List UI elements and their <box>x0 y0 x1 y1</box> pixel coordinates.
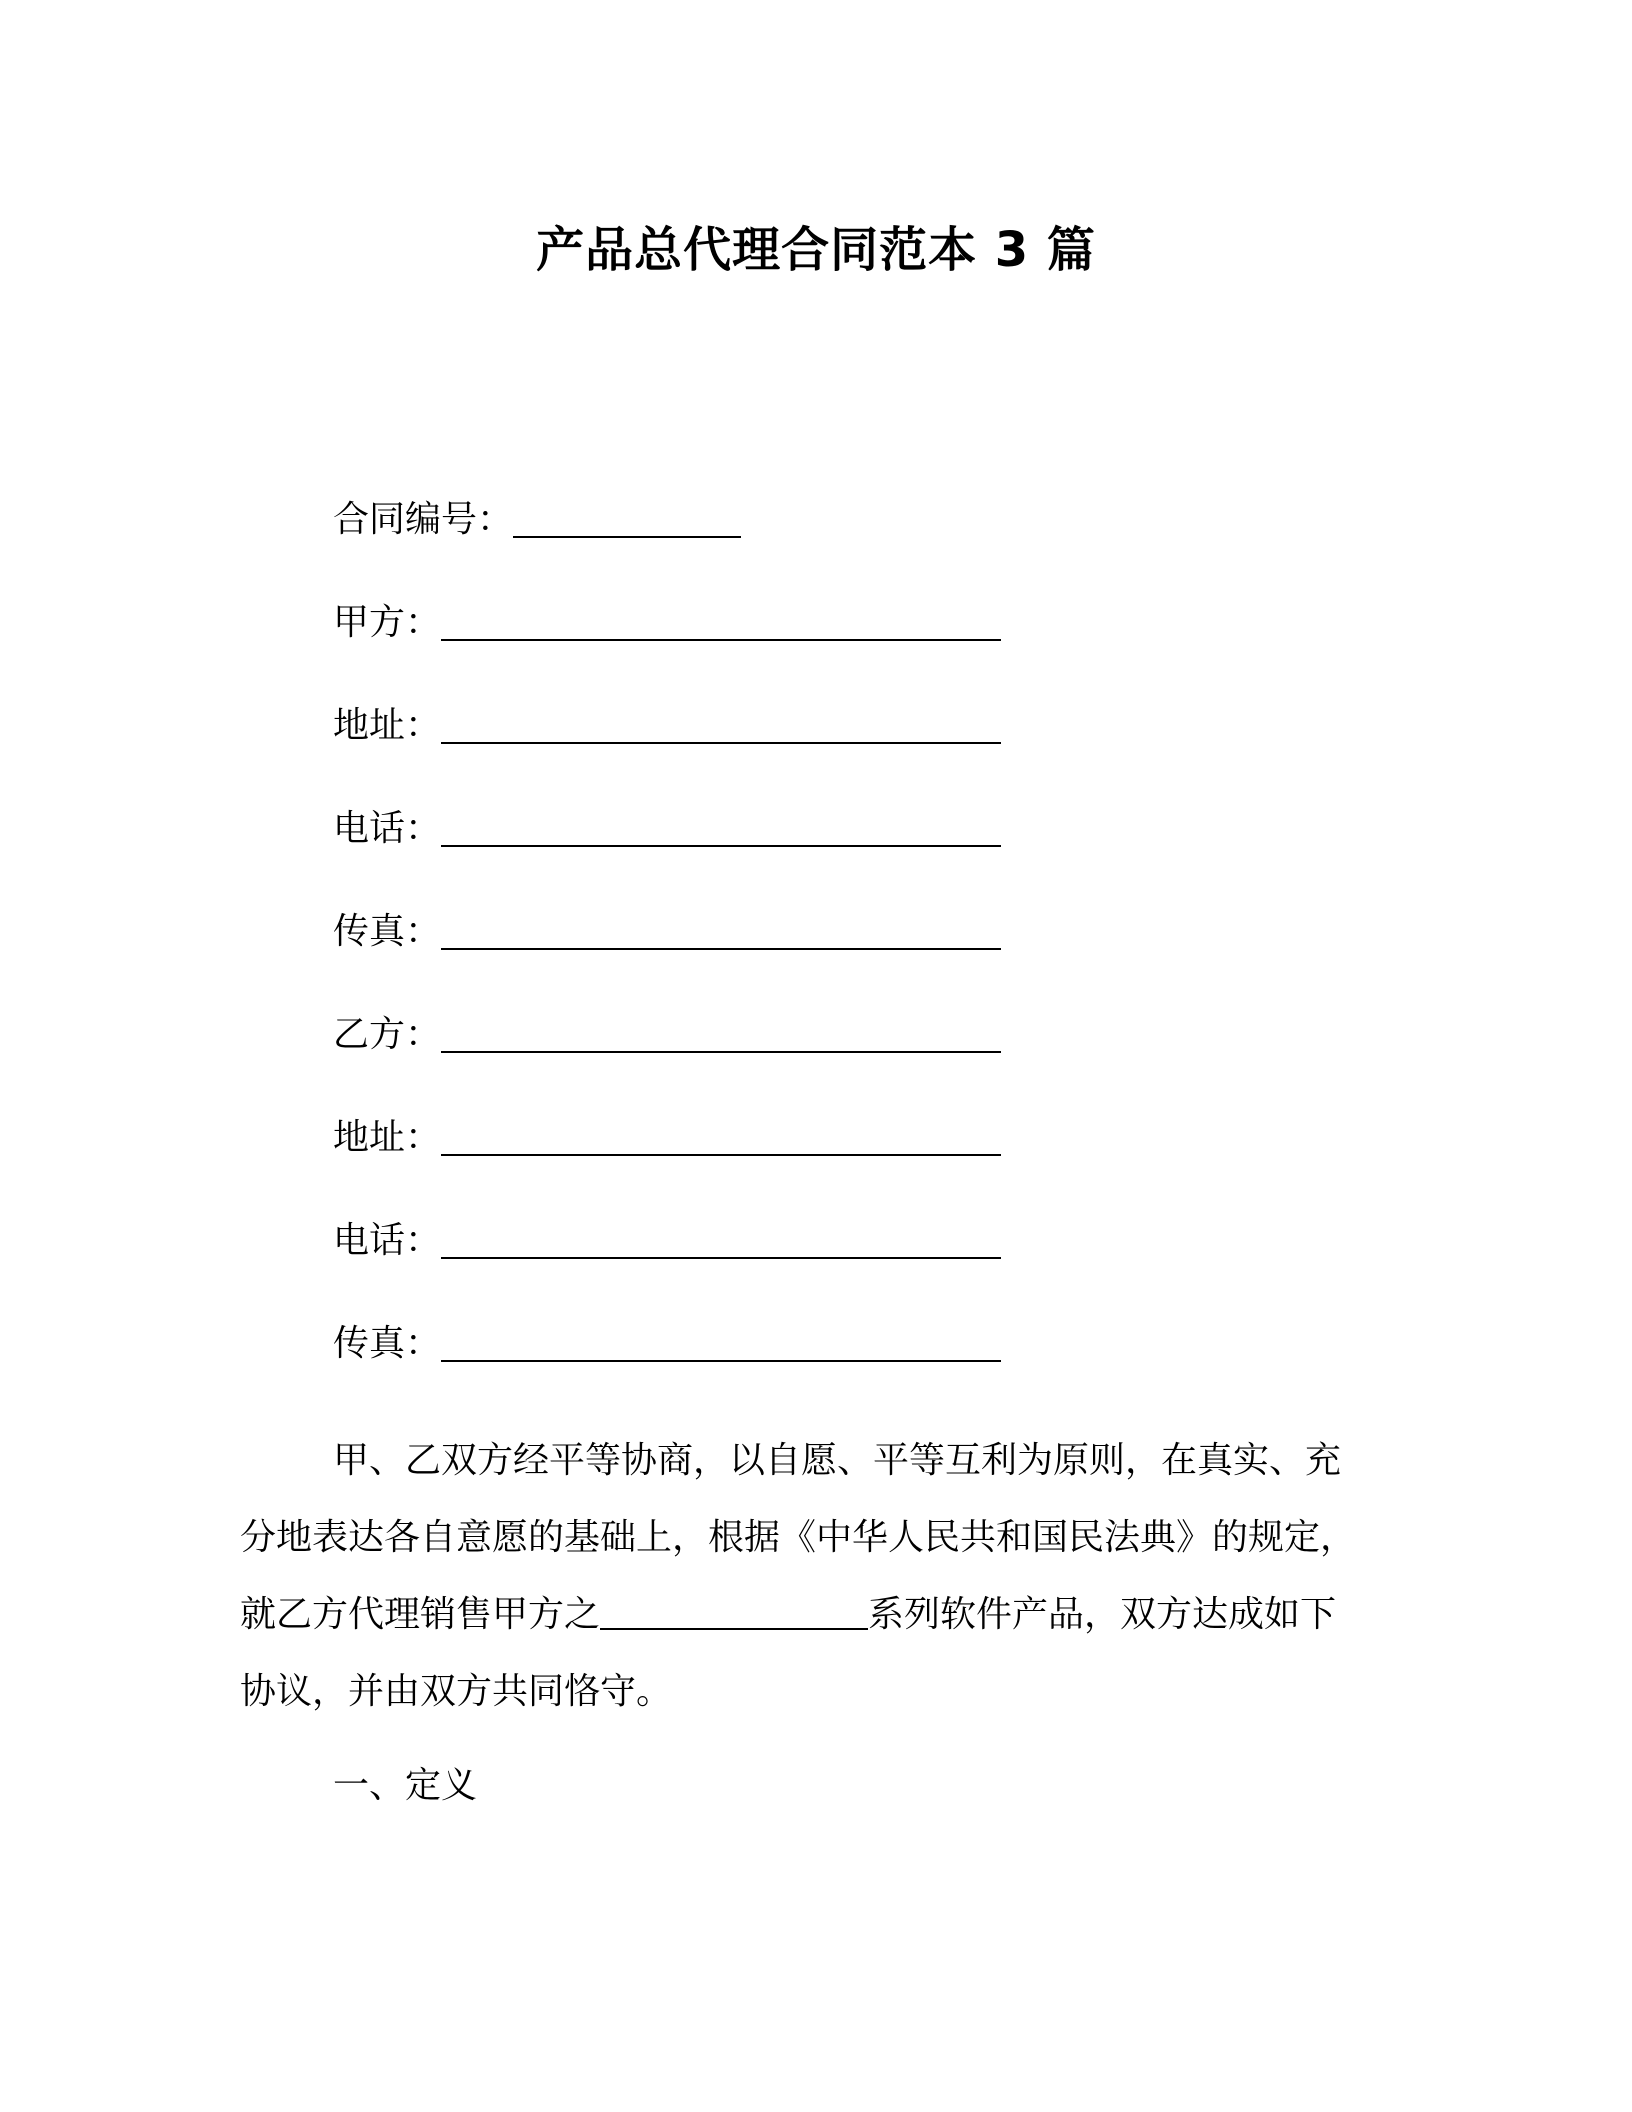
fill-in-blank <box>441 912 1001 950</box>
fill-in-blank <box>441 603 1001 641</box>
field-label: 乙方： <box>333 1014 442 1055</box>
contract-number-field <box>333 496 741 544</box>
fill-in-blank <box>441 1015 1001 1053</box>
party-b-fax-field <box>333 1320 1001 1368</box>
fill-in-blank <box>441 706 1001 744</box>
field-label: 地址： <box>333 705 442 746</box>
party-a-fax-field <box>333 908 1001 956</box>
field-label: 甲方： <box>333 602 442 643</box>
party-a-phone-field <box>333 805 1001 853</box>
party-b-phone-field <box>333 1217 1001 1265</box>
paragraph-line: 甲、乙双方经平等协商，以自愿、平等互利为原则，在真实、充 <box>333 1440 1342 1481</box>
fill-in-blank <box>441 809 1001 847</box>
field-label: 电话： <box>333 1220 442 1261</box>
preamble-paragraph <box>240 1422 1390 1730</box>
party-a-field <box>333 599 1001 647</box>
party-b-field <box>333 1011 1001 1059</box>
party-b-address-field <box>333 1114 1001 1162</box>
field-label: 地址： <box>333 1117 442 1158</box>
field-label: 传真： <box>333 1323 442 1364</box>
product-name-blank <box>600 1592 868 1630</box>
field-label: 合同编号： <box>333 499 514 540</box>
paragraph-line <box>240 1576 1390 1653</box>
paragraph-text: 就乙方代理销售甲方之 <box>240 1594 601 1635</box>
field-label: 传真： <box>333 911 442 952</box>
document-title: 产品总代理合同范本 3 篇 <box>536 222 1096 278</box>
fill-in-blank <box>513 500 741 538</box>
paragraph-line: 分地表达各自意愿的基础上，根据《中华人民共和国民法典》的规定， <box>240 1517 1357 1558</box>
fill-in-blank <box>441 1221 1001 1259</box>
section-heading: 一、定义 <box>333 1765 478 1806</box>
party-a-address-field <box>333 702 1001 750</box>
fill-in-blank <box>441 1118 1001 1156</box>
field-label: 电话： <box>333 808 442 849</box>
paragraph-text: 系列软件产品，双方达成如下 <box>868 1594 1337 1635</box>
fill-in-blank <box>441 1324 1001 1362</box>
paragraph-line: 协议，并由双方共同恪守。 <box>240 1671 673 1712</box>
